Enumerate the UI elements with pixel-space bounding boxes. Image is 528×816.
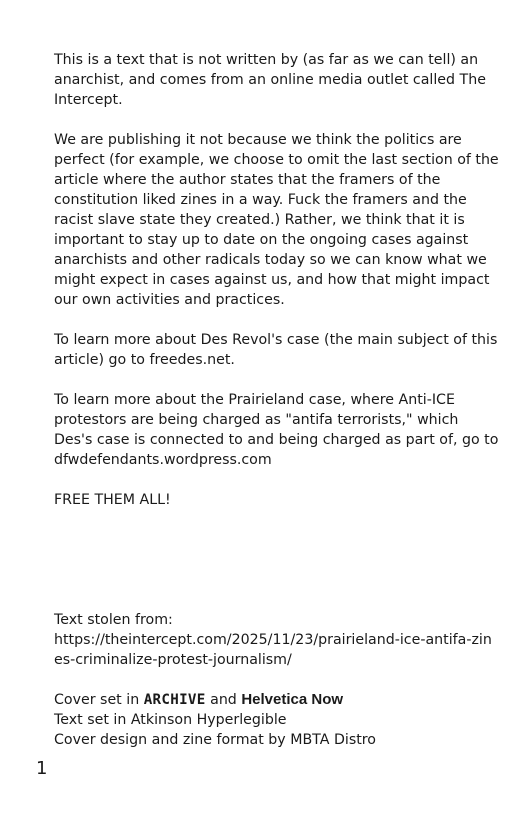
prairieland-paragraph: To learn more about the Prairieland case, where Anti-ICE protestors are being charged as "antifa terrorists," which Des's case is connected to and being charged as part of, go to dfwdefendants.wordpress.com [54,392,499,468]
credits-block [54,610,500,750]
spacer [54,530,500,610]
free-them-all: FREE THEM ALL! [54,492,171,508]
rationale-paragraph: We are publishing it not because we think the politics are perfect (for example, we choose to omit the last section of the article where the author states that the framers of the constitution liked zines in a way. Fuck the framers and the racist slave state they created.) Rather, we think that it is important to stay up to date on the ongoing cases against anarchists and other radicals today so we can know what we might expect in cases against us, and how that might impact our own activities and practices. [54,132,499,308]
cover-prefix: Cover set in [54,692,140,708]
design-credit-line: Cover design and zine format by MBTA Distro [54,732,376,748]
cover-and: and [210,692,237,708]
page-content [54,50,500,750]
source-label: Text stolen from: [54,612,173,628]
intro-paragraph: This is a text that is not written by (as far as we can tell) an anarchist, and comes from an online media outlet called The Intercept. [54,52,486,108]
source-url: https://theintercept.com/2025/11/23/prairieland-ice-antifa-zines-criminalize-protest-journalism/ [54,632,492,668]
text-set-line: Text set in Atkinson Hyperlegible [54,712,287,728]
des-revol-paragraph: To learn more about Des Revol's case (the main subject of this article) go to freedes.net. [54,332,498,368]
cover-font-archive: ARCHIVE [143,692,206,708]
cover-font-helvetica: Helvetica Now [241,691,344,708]
credits-gap [54,670,500,690]
cover-font-line [54,690,500,710]
page-number: 1 [36,758,48,779]
